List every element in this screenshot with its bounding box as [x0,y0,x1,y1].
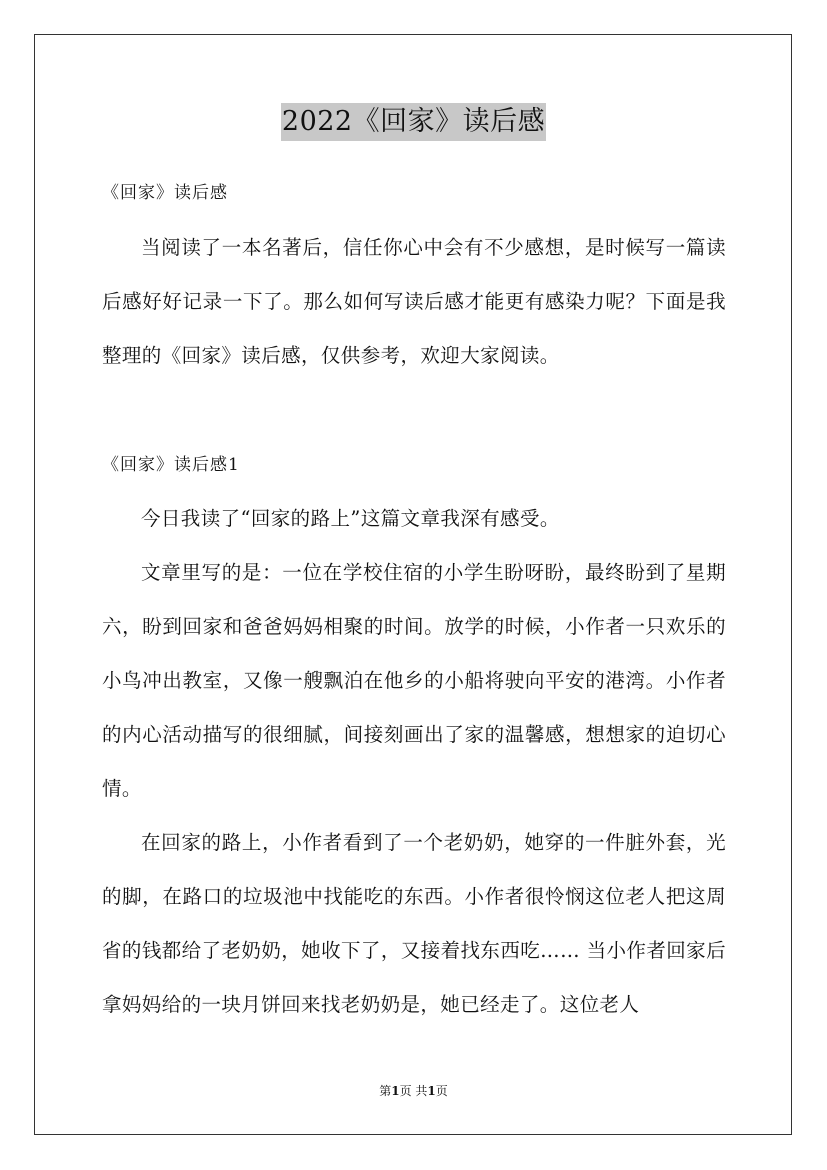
footer-mid: 页 共 [399,1084,428,1098]
document-title: 2022《回家》读后感 [281,103,546,141]
intro-paragraph: 当阅读了一本名著后，信任你心中会有不少感想，是时候写一篇读后感好好记录一下了。那么如何写读后感才能更有感染力呢？下面是我整理的《回家》读后感，仅供参考，欢迎大家阅读。 [102,236,726,367]
section-heading-1: 《回家》读后感1 [102,455,240,475]
page-footer [0,1083,827,1099]
body-paragraph-1: 今日我读了“回家的路上”这篇文章我深有感受。 [141,507,560,530]
footer-suffix: 页 [435,1084,448,1098]
footer-prefix: 第 [379,1084,392,1098]
body-paragraph-3: 在回家的路上，小作者看到了一个老奶奶，她穿的一件脏外套，光的脚，在路口的垃圾池中找能吃的东西。小作者很怜悯这位老人把这周省的钱都给了老奶奶，她收下了，又接着找东西吃…… 当小作者回家后拿妈妈给的一块月饼回来找老奶奶是，她已经走了。这位老人 [102,831,726,1016]
document-subtitle: 《回家》读后感 [102,183,228,203]
footer-current-page: 1 [391,1084,400,1098]
title-container [0,103,827,141]
footer-total-pages: 1 [427,1084,436,1098]
body-paragraph-2: 文章里写的是：一位在学校住宿的小学生盼呀盼，最终盼到了星期六，盼到回家和爸爸妈妈相聚的时间。放学的时候，小作者一只欢乐的小鸟冲出教室，又像一艘飘泊在他乡的小船将驶向平安的港湾。小作者的内心活动描写的很细腻，间接刻画出了家的温馨感，想想家的迫切心情。 [102,561,726,800]
